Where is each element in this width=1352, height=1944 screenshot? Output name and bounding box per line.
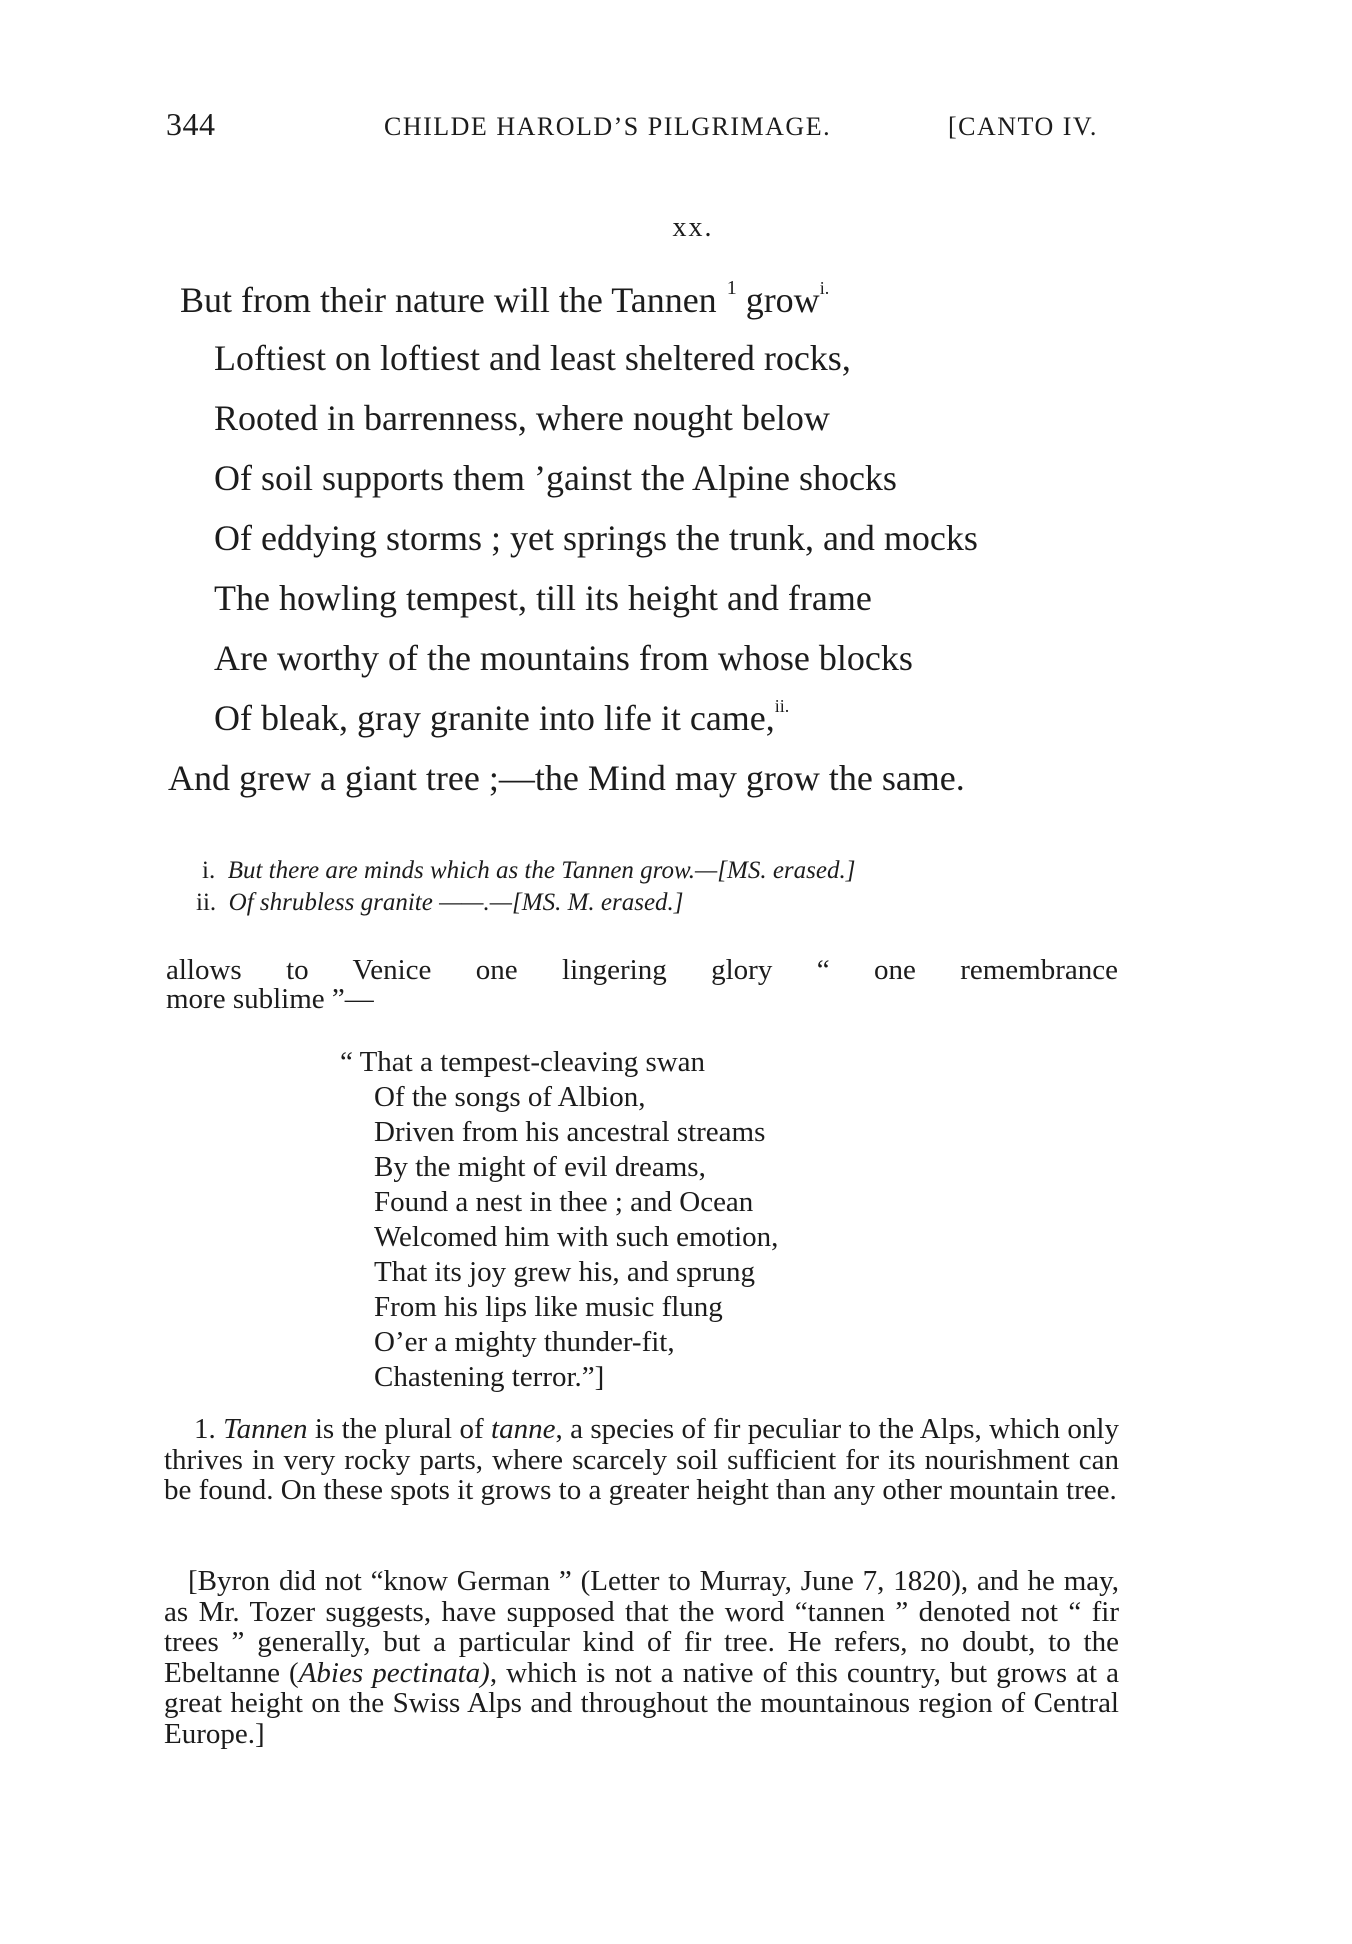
footnote-1: 1. Tannen is the plural of tanne, a species of fir peculiar to the Alps, which only thrives in very rocky parts, where scarcely soil sufficient for its nourishment can be found. On these spots it grows to a greater height than any other mountain tree. xyxy=(164,1413,1119,1506)
note-continuation-line: more sublime ”— xyxy=(166,983,374,1015)
verse-line: Of soil supports them ’gainst the Alpine shocks xyxy=(214,458,897,498)
quote-line: O’er a mighty thunder-fit, xyxy=(374,1326,675,1358)
variant-note: i. But there are minds which as the Tannen grow.—[MS. erased.] xyxy=(202,857,856,884)
verse-line: Of bleak, gray granite into life it came,$^{ii.}$ xyxy=(214,696,790,738)
canto-label: [CANTO IV. xyxy=(948,112,1098,141)
variant-ref: ii. xyxy=(774,696,790,716)
quote-line: Found a nest in thee ; and Ocean xyxy=(374,1186,754,1218)
quote-line: Welcomed him with such emotion, xyxy=(374,1221,779,1253)
verse-line: Of eddying storms ; yet springs the trunk, and mocks xyxy=(214,518,978,558)
stanza-number: xx. xyxy=(672,212,714,243)
running-title: CHILDE HAROLD’S PILGRIMAGE. xyxy=(384,112,832,141)
verse-line: And grew a giant tree ;—the Mind may grow the same. xyxy=(168,758,965,798)
quote-line: “ That a tempest-cleaving swan xyxy=(340,1046,706,1078)
quote-line: That its joy grew his, and sprung xyxy=(374,1256,755,1288)
quote-line: By the might of evil dreams, xyxy=(374,1151,706,1183)
verse-line: Rooted in barrenness, where nought below xyxy=(214,398,830,438)
note-continuation-line: allows to Venice one lingering glory “ one remembrance xyxy=(166,954,1118,986)
quote-line: Driven from his ancestral streams xyxy=(374,1116,766,1148)
verse-line: Loftiest on loftiest and least sheltered rocks, xyxy=(214,338,851,378)
footnote-ref: 1 xyxy=(726,277,737,299)
verse-line: The howling tempest, till its height and frame xyxy=(214,578,872,618)
variant-ref: i. xyxy=(819,278,830,298)
verse-line: But from their nature will the Tannen $^1$ grow$^{i.}$ xyxy=(180,277,830,320)
page-number: 344 xyxy=(166,106,216,142)
quote-line: From his lips like music flung xyxy=(374,1291,723,1323)
variant-note: ii. Of shrubless granite ——.—[MS. M. erased.] xyxy=(196,889,684,916)
verse-line: Are worthy of the mountains from whose blocks xyxy=(214,638,913,678)
editorial-note: [Byron did not “know German ” (Letter to Murray, June 7, 1820), and he may, as Mr. Tozer suggests, have supposed that the word “tannen ” denoted not “ fir trees ” generally, but a particular kind of fir tree. He refers, no doubt, to the Ebeltanne (Abies pectinata), which is not a native of this country, but grows at a great height on the Swiss Alps and throughout the mountainous region of Central Europe.] xyxy=(164,1565,1119,1750)
quote-line: Chastening terror.”] xyxy=(374,1361,605,1393)
quote-line: Of the songs of Albion, xyxy=(374,1081,646,1113)
running-head xyxy=(166,106,1126,146)
